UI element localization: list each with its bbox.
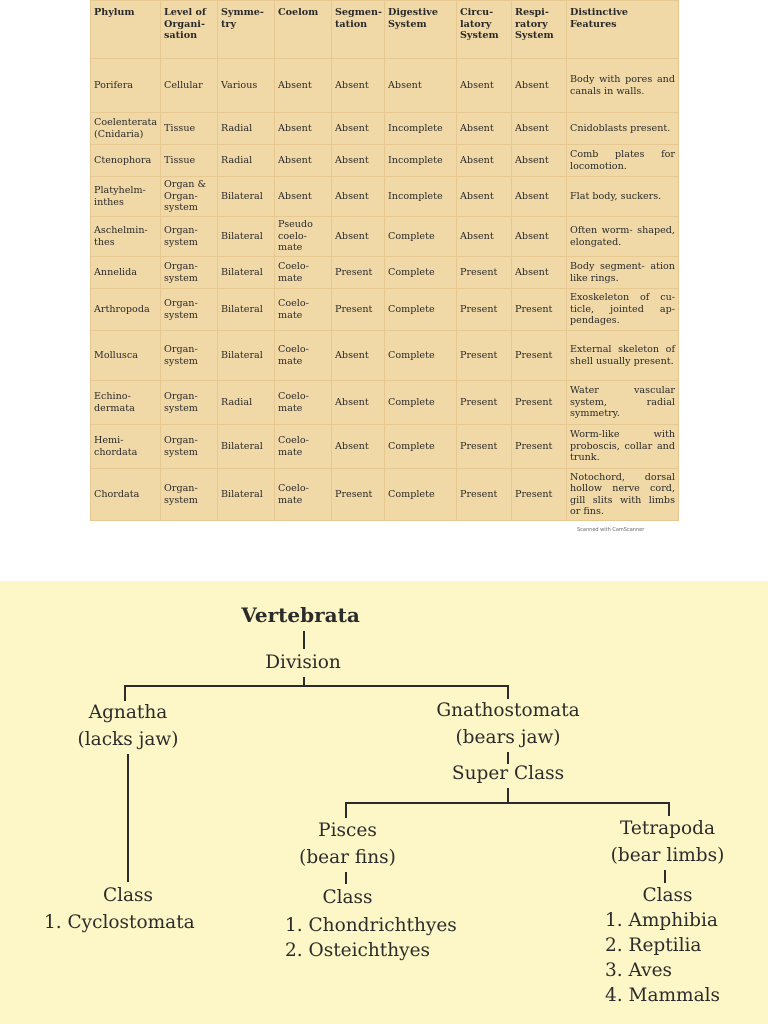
table-cell: Absent [457,59,512,113]
table-cell: Organ- system [161,331,218,381]
phylum-table-image [90,0,678,520]
table-row [91,425,679,469]
connector [507,788,509,803]
table-cell: Organ- system [161,381,218,425]
column-header: Segmen- tation [332,1,385,59]
table-cell: Body segment- ation like rings. [567,257,679,289]
phylum-name-cell: Platyhelm- inthes [91,177,161,217]
scanner-watermark-text: Scanned with CamScanner [577,527,645,533]
table-cell: Coelo- mate [275,425,332,469]
table-cell: Present [457,257,512,289]
table-cell: Present [332,289,385,331]
table-cell: Present [457,331,512,381]
table-cell: Incomplete [385,113,457,145]
column-header: Phylum [91,1,161,59]
table-cell: Various [218,59,275,113]
connector [127,754,129,882]
phylum-name-cell: Porifera [91,59,161,113]
connector [124,685,126,701]
table-cell: Coelo- mate [275,381,332,425]
list-item: 2. Osteichthyes [285,940,431,961]
table-cell: Absent [512,59,567,113]
column-header: Respi- ratory System [512,1,567,59]
phylum-name-cell: Chordata [91,469,161,521]
table-header-row [91,1,679,59]
table-cell: Complete [385,257,457,289]
table-cell: Absent [512,113,567,145]
table-cell: Absent [332,177,385,217]
table-cell: Complete [385,425,457,469]
table-cell: Absent [332,331,385,381]
table-cell: Tissue [161,145,218,177]
table-cell: Water vascular system, radial symmetry. [567,381,679,425]
node-agnatha-note: (lacks jaw) [77,729,179,750]
table-row [91,381,679,425]
table-cell: Radial [218,145,275,177]
table-cell: Bilateral [218,257,275,289]
connector [345,802,347,818]
table-cell: Pseudo coelo- mate [275,217,332,257]
table-cell: Absent [457,177,512,217]
tetrapoda-class-list [605,908,720,1008]
phylum-name-cell: Arthropoda [91,289,161,331]
list-item: 2. Reptilia [605,935,702,956]
node-tetrapoda-note: (bear limbs) [610,845,725,866]
table-cell: Coelo- mate [275,257,332,289]
table-cell: Bilateral [218,425,275,469]
table-cell: External skeleton of shell usually present. [567,331,679,381]
table-cell: Present [512,289,567,331]
table-cell: Bilateral [218,469,275,521]
table-cell: Absent [385,59,457,113]
table-cell: Often worm- shaped, elongated. [567,217,679,257]
table-cell: Complete [385,381,457,425]
table-cell: Present [332,469,385,521]
node-tetrapoda: Tetrapoda [619,818,715,839]
vertebrata-classification-diagram [0,581,768,1024]
table-row [91,469,679,521]
phylum-name-cell: Ctenophora [91,145,161,177]
phylum-name-cell: Coelenterata (Cnidaria) [91,113,161,145]
table-cell: Present [457,381,512,425]
table-cell: Incomplete [385,177,457,217]
table-cell: Coelo- mate [275,469,332,521]
table-cell: Body with pores and canals in walls. [567,59,679,113]
table-cell: Organ- system [161,257,218,289]
table-cell: Exoskeleton of cu- ticle, jointed ap- pendages. [567,289,679,331]
node-vertebrata: Vertebrata [241,603,360,627]
table-cell: Incomplete [385,145,457,177]
list-item: 4. Mammals [605,985,721,1006]
table-cell: Absent [512,257,567,289]
column-header: Coelom [275,1,332,59]
table-cell: Absent [332,113,385,145]
table-cell: Coelo- mate [275,331,332,381]
table-cell: Bilateral [218,177,275,217]
table-cell: Present [332,257,385,289]
node-class-agnatha: Class [102,885,154,906]
table-cell: Cnidoblasts present. [567,113,679,145]
table-cell: Absent [457,145,512,177]
table-cell: Complete [385,217,457,257]
table-cell: Absent [457,113,512,145]
table-cell: Present [457,469,512,521]
table-cell: Absent [332,59,385,113]
table-cell: Organ- system [161,469,218,521]
agnatha-class-list [44,910,195,935]
table-cell: Present [512,381,567,425]
table-cell: Absent [512,145,567,177]
table-cell: Present [512,469,567,521]
node-gnathostomata-note: (bears jaw) [455,727,561,748]
table-cell: Absent [332,425,385,469]
table-row [91,331,679,381]
table-cell: Organ- system [161,425,218,469]
table-cell: Bilateral [218,289,275,331]
column-header: Distinctive Features [567,1,679,59]
phylum-name-cell: Echino- dermata [91,381,161,425]
node-division: Division [265,652,341,673]
table-cell: Absent [275,145,332,177]
table-cell: Organ & Organ- system [161,177,218,217]
connector [124,685,508,687]
connector [345,802,669,804]
connector [664,870,666,883]
table-cell: Complete [385,289,457,331]
column-header: Symme- try [218,1,275,59]
node-class-tetrapoda: Class [642,885,693,906]
table-cell: Absent [512,177,567,217]
node-class-pisces: Class [322,887,373,908]
table-cell: Organ- system [161,289,218,331]
connector [303,631,305,649]
table-cell: Radial [218,113,275,145]
table-cell: Present [512,425,567,469]
table-cell: Absent [332,217,385,257]
list-item: 1. Chondrichthyes [285,915,457,936]
table-cell: Flat body, suckers. [567,177,679,217]
column-header: Level of Organi- sation [161,1,218,59]
table-row [91,113,679,145]
table-row [91,257,679,289]
column-header: Circu- latory System [457,1,512,59]
list-item: 1. Cyclostomata [44,912,195,933]
table-cell: Notochord, dorsal hollow nerve cord, gill slits with limbs or fins. [567,469,679,521]
table-cell: Present [457,289,512,331]
phylum-name-cell: Hemi- chordata [91,425,161,469]
node-pisces: Pisces [318,820,377,841]
phylum-name-cell: Annelida [91,257,161,289]
table-cell: Present [512,331,567,381]
table-cell: Comb plates for locomotion. [567,145,679,177]
table-row [91,145,679,177]
node-agnatha: Agnatha [88,702,168,723]
phylum-comparison-table [90,0,679,521]
table-cell: Radial [218,381,275,425]
table-cell: Complete [385,331,457,381]
node-super-class: Super Class [451,763,565,784]
table-row [91,289,679,331]
table-cell: Coelo- mate [275,289,332,331]
table-cell: Absent [275,113,332,145]
table-cell: Absent [512,217,567,257]
table-cell: Tissue [161,113,218,145]
table-cell: Complete [385,469,457,521]
table-row [91,59,679,113]
node-pisces-note: (bear fins) [299,847,396,868]
connector [507,685,509,699]
table-row [91,177,679,217]
node-gnathostomata: Gnathostomata [436,700,580,721]
table-cell: Worm-like with proboscis, collar and trunk. [567,425,679,469]
table-cell: Cellular [161,59,218,113]
table-cell: Absent [332,381,385,425]
column-header: Digestive System [385,1,457,59]
table-cell: Absent [275,177,332,217]
table-cell: Bilateral [218,217,275,257]
table-row [91,217,679,257]
pisces-class-list [285,913,457,963]
table-cell: Absent [332,145,385,177]
table-cell: Present [457,425,512,469]
phylum-name-cell: Mollusca [91,331,161,381]
table-cell: Bilateral [218,331,275,381]
table-cell: Absent [457,217,512,257]
table-cell: Absent [275,59,332,113]
connector [668,802,670,816]
phylum-name-cell: Aschelmin- thes [91,217,161,257]
table-cell: Organ- system [161,217,218,257]
connector [345,872,347,884]
list-item: 1. Amphibia [605,910,718,931]
list-item: 3. Aves [605,960,673,981]
